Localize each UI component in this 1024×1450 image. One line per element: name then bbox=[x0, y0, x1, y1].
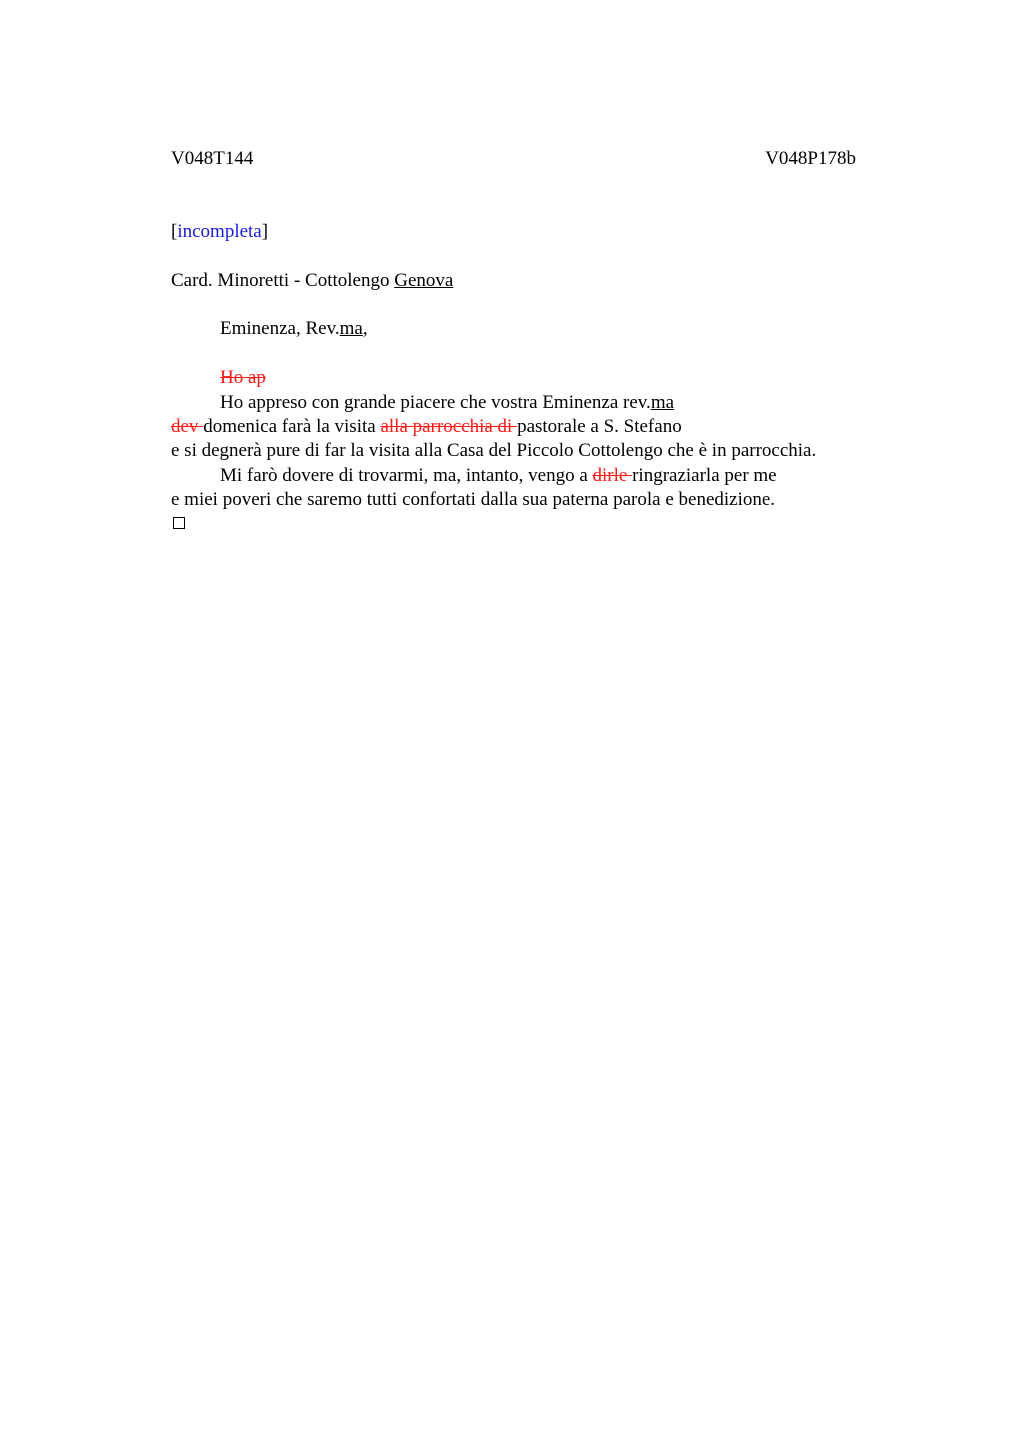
salutation-punct: , bbox=[362, 318, 368, 339]
body-line-1 bbox=[220, 366, 266, 390]
body-line-2 bbox=[220, 391, 674, 415]
deleted-text: alla parrocchia di bbox=[380, 416, 518, 437]
salutation-suffix: ma bbox=[339, 318, 363, 339]
salutation-line bbox=[220, 317, 368, 341]
status-close-bracket: ] bbox=[261, 221, 269, 242]
end-marker-box-icon bbox=[173, 517, 185, 529]
body-text: pastorale a S. Stefano bbox=[517, 416, 682, 437]
body-line-5 bbox=[220, 464, 777, 488]
status-label: incompleta bbox=[177, 221, 262, 242]
status-open-bracket: [ bbox=[171, 221, 178, 242]
document-header bbox=[171, 147, 856, 171]
body-text: e miei poveri che saremo tutti confortati dalla sua paterna parola e benedizione. bbox=[171, 489, 776, 510]
deleted-text: Ho ap bbox=[220, 367, 266, 388]
recipient-text: Card. Minoretti - Cottolengo bbox=[171, 270, 395, 291]
body-suffix: ma bbox=[650, 392, 675, 413]
recipient-place: Genova bbox=[394, 270, 454, 291]
salutation-text: Eminenza, Rev. bbox=[220, 318, 340, 339]
body-line-3 bbox=[171, 415, 682, 439]
body-line-4 bbox=[171, 439, 816, 463]
deleted-text: dev bbox=[171, 416, 204, 437]
body-line-6 bbox=[171, 488, 775, 512]
recipient-line bbox=[171, 269, 453, 293]
body-text: Ho appreso con grande piacere che vostra Eminenza rev. bbox=[220, 392, 651, 413]
body-text: Mi farò dovere di trovarmi, ma, intanto, vengo a bbox=[220, 465, 593, 486]
body-text: domenica farà la visita bbox=[203, 416, 381, 437]
body-text: e si degnerà pure di far la visita alla Casa del Piccolo Cottolengo che è in parrocchia. bbox=[171, 440, 817, 461]
body-text: ringraziarla per me bbox=[632, 465, 777, 486]
status-note bbox=[171, 220, 268, 244]
document-code-right: V048P178b bbox=[765, 148, 856, 169]
deleted-text: dirle bbox=[592, 465, 633, 486]
document-code-left: V048T144 bbox=[171, 148, 254, 169]
